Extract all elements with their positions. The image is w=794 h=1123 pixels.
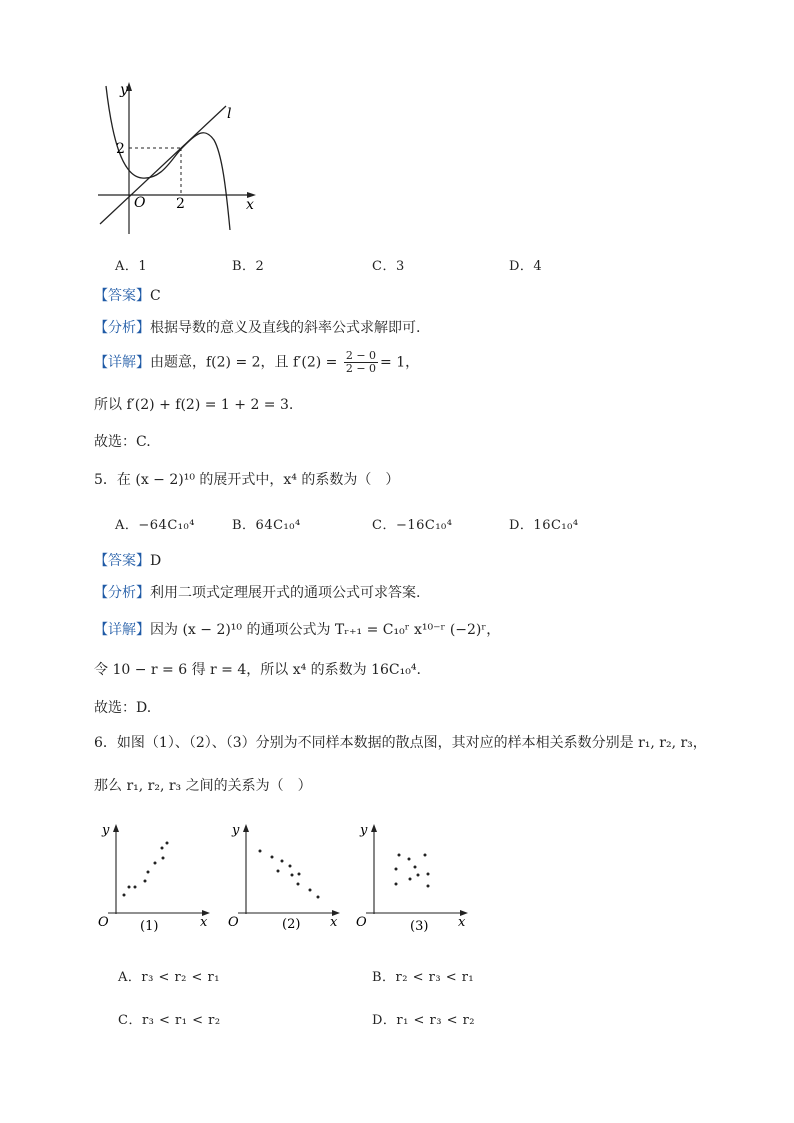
q4-detail (94, 350, 419, 375)
plot2-origin: O (228, 915, 239, 930)
scatter-points (395, 854, 430, 888)
point (309, 889, 312, 892)
point (297, 883, 300, 886)
scatter-plot-1 (96, 820, 214, 935)
y-axis-arrow-icon (113, 824, 119, 832)
q6-stem-line2: 那么 r₁, r₂, r₃ 之间的关系为（ ） (94, 778, 312, 794)
point (417, 874, 420, 877)
q6-stem-line1: 6．如图（1）、（2）、（3）分别为不同样本数据的散点图，其对应的样本相关系数分别是 r₁, r₂, r₃， (94, 735, 707, 751)
point (317, 896, 320, 899)
point (289, 865, 292, 868)
q5-choice: 故选：D. (94, 700, 152, 716)
point (123, 894, 126, 897)
plot2-x-label: x (330, 915, 338, 930)
point (291, 874, 294, 877)
q5-option-b[interactable]: B．64C₁₀⁴ (232, 518, 301, 533)
q5-stem: 5．在 (x − 2)¹⁰ 的展开式中，x⁴ 的系数为（ ） (94, 472, 400, 488)
q5-option-c[interactable]: C．−16C₁₀⁴ (372, 518, 453, 533)
q5-option-d[interactable]: D．16C₁₀⁴ (509, 518, 579, 533)
scatter-points (123, 842, 169, 897)
q5-analysis (94, 583, 420, 603)
point (409, 878, 412, 881)
answer-tag: 【 答案 】 (94, 288, 150, 304)
q4-choice: 故选：C. (94, 434, 151, 450)
answer-tag: 【 答案 】 (94, 553, 150, 569)
point (427, 885, 430, 888)
point (259, 850, 262, 853)
fraction-denominator: 2 − 0 (345, 362, 377, 375)
detail-text: 因为 (x − 2)¹⁰ 的通项公式为 Tᵣ₊₁ = C₁₀ʳ x¹⁰⁻ʳ (−2)ʳ， (150, 622, 501, 638)
point (166, 842, 169, 845)
detail-text-a: 由题意，f(2) = 2，且 f′(2) = (150, 354, 338, 371)
answer-value: D (150, 553, 162, 569)
y-axis-arrow-icon (243, 824, 249, 832)
detail-tag: 【 详解 】 (94, 622, 150, 638)
slope-fraction (344, 350, 378, 375)
point (281, 860, 284, 863)
tangent-line-l (100, 106, 226, 224)
point (298, 873, 301, 876)
scatter-plot-3 (354, 820, 472, 935)
q6-option-c[interactable]: C．r₃ < r₁ < r₂ (118, 1013, 221, 1028)
point (427, 873, 430, 876)
q6-option-d[interactable]: D．r₁ < r₃ < r₂ (372, 1013, 476, 1028)
q5-answer (94, 551, 161, 571)
q4-analysis (94, 318, 420, 338)
q5-option-a[interactable]: A．−64C₁₀⁴ (115, 518, 195, 533)
point (414, 866, 417, 869)
q4-option-c[interactable]: C．3 (372, 259, 405, 274)
plot3-origin: O (356, 915, 367, 930)
q4-y-axis-label: y (120, 82, 128, 98)
point (154, 862, 157, 865)
q4-x-tick-label: 2 (176, 196, 185, 212)
fraction-numerator: 2 − 0 (345, 349, 377, 362)
detail-tag: 【 详解 】 (94, 355, 150, 371)
y-axis-arrow-icon (371, 824, 377, 832)
plot1-y-label: y (102, 823, 110, 838)
point (271, 856, 274, 859)
point (395, 868, 398, 871)
plot3-x-label: x (458, 915, 466, 930)
point (277, 870, 280, 873)
plot1-origin: O (98, 915, 109, 930)
q6-option-a[interactable]: A．r₃ < r₂ < r₁ (118, 970, 220, 985)
point (144, 880, 147, 883)
point (147, 871, 150, 874)
q4-function-graph (92, 78, 264, 240)
q4-detail-line2: 所以 f′(2) + f(2) = 1 + 2 = 3. (94, 397, 294, 413)
q4-option-a[interactable]: A．1 (115, 259, 148, 274)
q4-answer (94, 286, 161, 306)
plot2-caption: (2) (282, 917, 301, 932)
point (395, 883, 398, 886)
point (128, 886, 131, 889)
q4-x-axis-label: x (246, 197, 254, 213)
scatter-points (259, 850, 320, 899)
plot3-y-label: y (360, 823, 368, 838)
detail-text-b: = 1， (380, 354, 420, 371)
analysis-tag: 【 分析 】 (94, 320, 150, 336)
q4-option-b[interactable]: B．2 (232, 259, 265, 274)
plot1-x-label: x (200, 915, 208, 930)
q4-line-label: l (227, 106, 232, 122)
analysis-text: 利用二项式定理展开式的通项公式可求答案. (150, 585, 421, 601)
analysis-text: 根据导数的意义及直线的斜率公式求解即可. (150, 320, 421, 336)
q4-y-tick-label: 2 (116, 141, 125, 157)
point (162, 857, 165, 860)
q4-option-d[interactable]: D．4 (509, 259, 543, 274)
point (398, 854, 401, 857)
q5-detail-line2: 令 10 − r = 6 得 r = 4，所以 x⁴ 的系数为 16C₁₀⁴. (94, 662, 421, 678)
plot1-caption: (1) (140, 919, 159, 934)
point (161, 847, 164, 850)
plot3-caption: (3) (410, 919, 429, 934)
point (408, 858, 411, 861)
q4-origin-label: O (134, 195, 146, 211)
scatter-plot-2 (226, 820, 344, 935)
point (424, 854, 427, 857)
analysis-tag: 【 分析 】 (94, 585, 150, 601)
q5-detail (94, 620, 500, 640)
cubic-curve (106, 86, 230, 230)
point (134, 886, 137, 889)
plot2-y-label: y (232, 823, 240, 838)
answer-value: C (150, 288, 161, 304)
q6-option-b[interactable]: B．r₂ < r₃ < r₁ (372, 970, 475, 985)
